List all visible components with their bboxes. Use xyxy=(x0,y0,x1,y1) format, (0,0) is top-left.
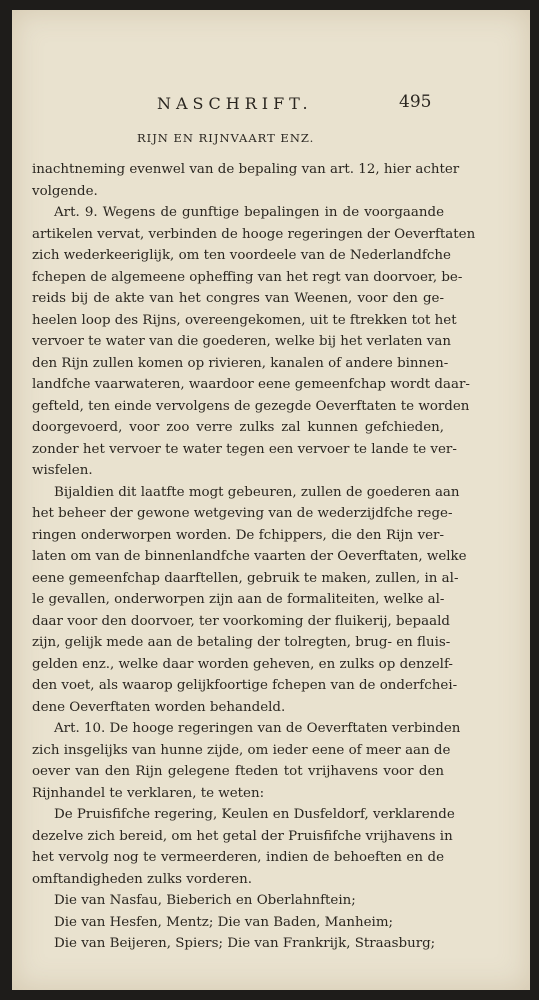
text-line: wisfelen. xyxy=(32,463,93,478)
text-line: zich wederkeeriglijk, om ten voordeele van de Nederlandfche xyxy=(32,248,451,263)
text-line: eene gemeenfchap daarftellen, gebruik te maken, zullen, in al- xyxy=(32,570,459,586)
running-head-title: NASCHRIFT. xyxy=(157,94,313,113)
text-line: artikelen vervat, verbinden de hooge regeringen der Oeverftaten xyxy=(32,226,476,242)
text-line: reids bij de akte van het congres van Weenen, voor den ge- xyxy=(32,291,444,306)
text-line: omftandigheden zulks vorderen. xyxy=(32,871,252,887)
text-line: le gevallen, onderworpen zijn aan de formaliteiten, welke al- xyxy=(32,592,445,607)
text-line: zonder het vervoer te water tegen een vervoer te lande te ver- xyxy=(32,441,457,457)
text-line: Die van Hesfen, Mentz; Die van Baden, Manheim; xyxy=(54,914,394,930)
text-line: Rijnhandel te verklaren, te weten: xyxy=(32,785,265,801)
text-line: het vervolg nog te vermeerderen, indien de behoeften en de xyxy=(32,850,444,865)
text-line: landfche vaarwateren, waardoor eene gemeenfchap wordt daar- xyxy=(32,377,470,392)
text-line: oever van den Rijn gelegene fteden tot vrijhavens voor den xyxy=(32,764,444,779)
text-line: ringen onderworpen worden. De fchippers, die den Rijn ver- xyxy=(32,527,444,543)
text-line: het beheer der gewone wetgeving van de wederzijdfche rege- xyxy=(32,506,453,521)
text-line: vervoer te water van die goederen, welke bij het verlaten van xyxy=(32,334,451,349)
text-line: inachtneming evenwel van de bepaling van art. 12, hier achter xyxy=(32,162,460,177)
text-line: gelden enz., welke daar worden geheven, en zulks op denzelf- xyxy=(32,656,453,672)
text-line: Die van Beijeren, Spiers; Die van Frankrijk, Straasburg; xyxy=(54,936,436,951)
page-number: 495 xyxy=(399,92,432,112)
text-line: gefteld, ten einde vervolgens de gezegde Oeverftaten te worden xyxy=(32,398,470,414)
text-line: den Rijn zullen komen op rivieren, kanalen of andere binnen- xyxy=(32,355,449,371)
text-line: zijn, gelijk mede aan de betaling der tolregten, brug- en fluis- xyxy=(32,635,451,650)
text-line: daar voor den doorvoer, ter voorkoming der fluikerij, bepaald xyxy=(32,613,450,629)
body-text xyxy=(32,159,476,955)
text-line: zich insgelijks van hunne zijde, om ieder eene of meer aan de xyxy=(32,742,451,758)
text-line: Bijaldien dit laatfte mogt gebeuren, zullen de goederen aan xyxy=(54,484,460,500)
book-page xyxy=(12,10,530,990)
text-line: volgende. xyxy=(32,183,98,199)
text-line: Art. 9. Wegens de gunftige bepalingen in de voorgaande xyxy=(54,205,444,220)
text-line: Die van Nasfau, Bieberich en Oberlahnftein; xyxy=(54,893,356,908)
text-line: De Pruisfifche regering, Keulen en Dusfeldorf, verklarende xyxy=(54,807,455,822)
text-line: heelen loop des Rijns, overeengekomen, uit te ftrekken tot het xyxy=(32,312,457,328)
text-line: dene Oeverftaten worden behandeld. xyxy=(32,699,286,715)
text-line: doorgevoerd, voor zoo verre zulks zal kunnen gefchieden, xyxy=(32,420,444,435)
section-subtitle: RIJN EN RIJNVAART ENZ. xyxy=(137,131,315,145)
text-line: den voet, als waarop gelijkfoortige fchepen van de onderfchei- xyxy=(32,678,458,693)
text-line: laten om van de binnenlandfche vaarten der Oeverftaten, welke xyxy=(32,549,467,564)
text-line: dezelve zich bereid, om het getal der Pruisfifche vrijhavens in xyxy=(32,828,453,844)
text-line: fchepen de algemeene opheffing van het regt van doorvoer, be- xyxy=(32,269,463,285)
text-line: Art. 10. De hooge regeringen van de Oeverftaten verbinden xyxy=(54,721,461,736)
